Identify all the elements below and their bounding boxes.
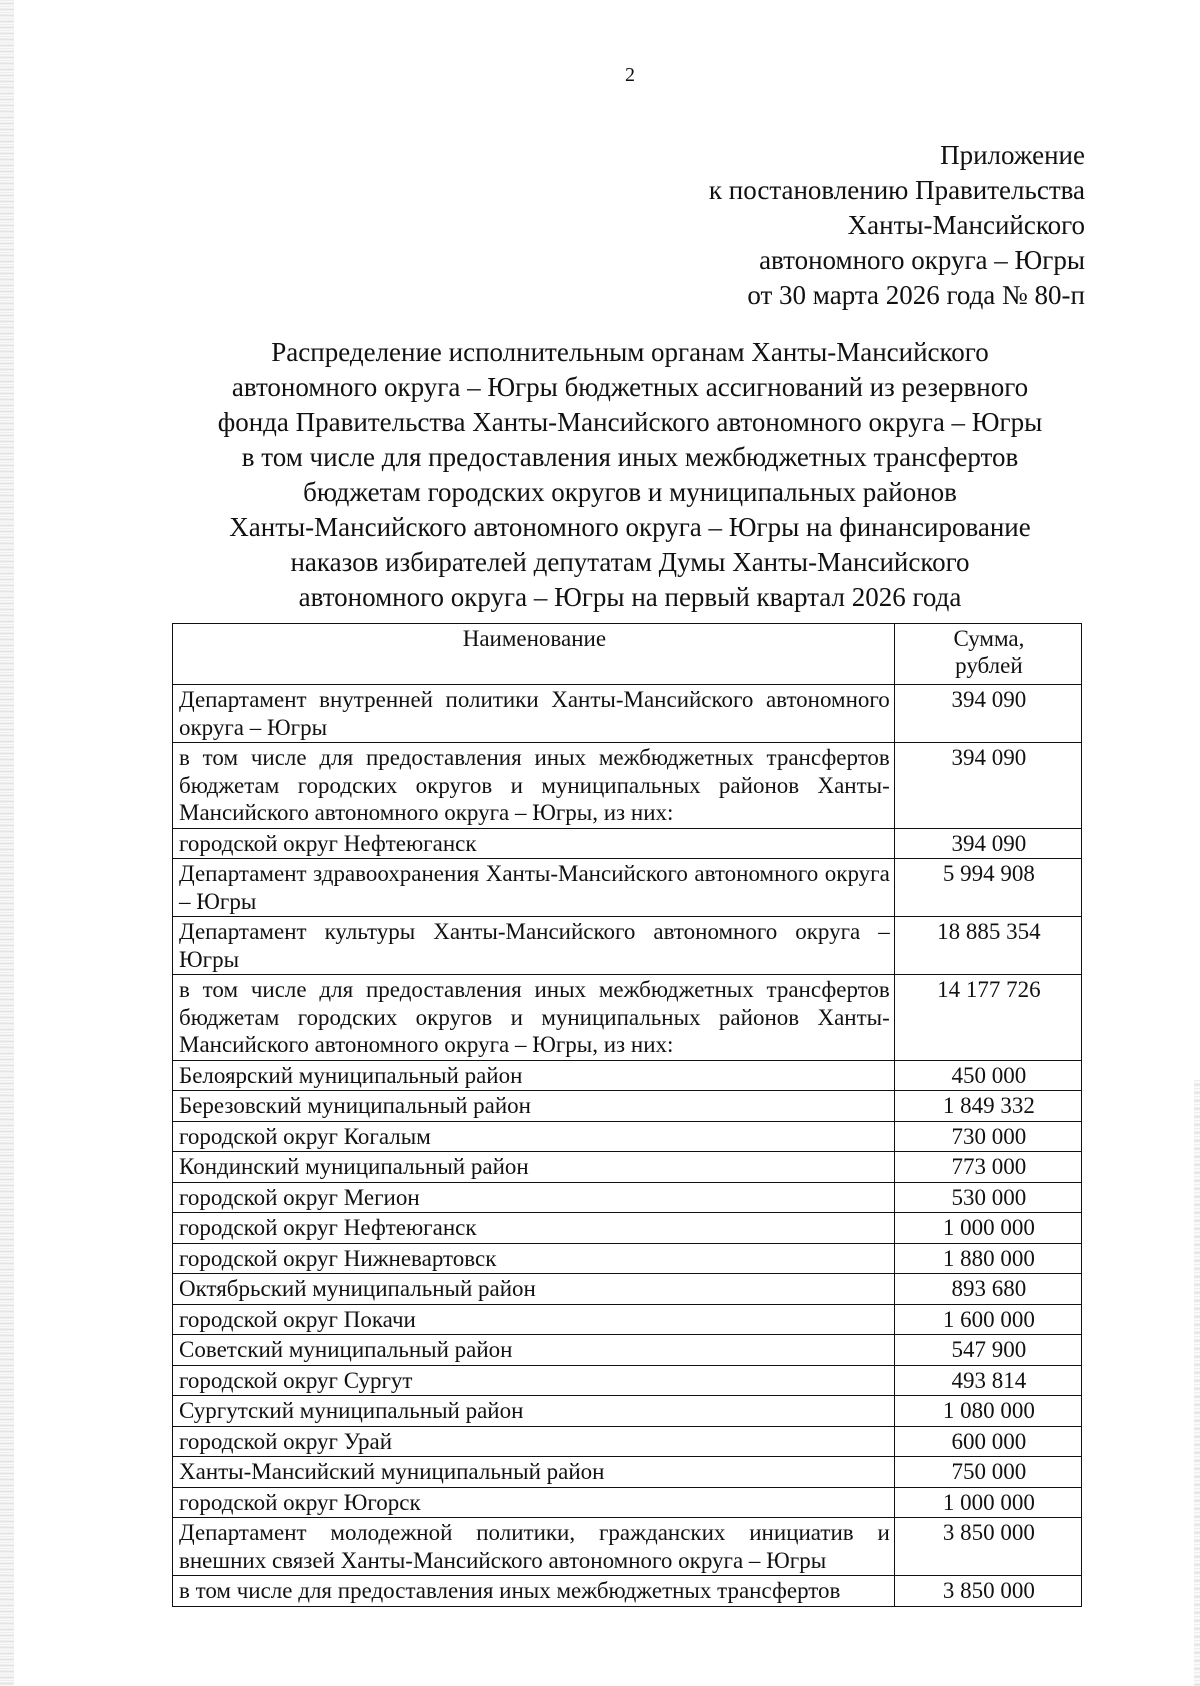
table-row <box>173 1243 1082 1274</box>
row-sum: 1 000 000 <box>894 1487 1081 1518</box>
row-sum: 3 850 000 <box>894 1518 1081 1576</box>
document-title <box>190 335 1070 615</box>
scan-edge-artifact <box>0 0 14 1686</box>
table-row <box>173 828 1082 859</box>
row-name: городской округ Покачи <box>173 1304 895 1335</box>
scan-edge-artifact <box>1194 1080 1200 1686</box>
row-sum: 547 900 <box>894 1335 1081 1366</box>
table-row <box>173 1304 1082 1335</box>
row-sum: 1 000 000 <box>894 1213 1081 1244</box>
table-row <box>173 743 1082 829</box>
table-row <box>173 975 1082 1061</box>
row-name: городской округ Сургут <box>173 1365 895 1396</box>
row-sum: 730 000 <box>894 1121 1081 1152</box>
row-name: городской округ Нижневартовск <box>173 1243 895 1274</box>
row-name: Октябрьский муниципальный район <box>173 1274 895 1305</box>
row-sum: 530 000 <box>894 1182 1081 1213</box>
row-name: Сургутский муниципальный район <box>173 1396 895 1427</box>
row-sum: 1 849 332 <box>894 1091 1081 1122</box>
appendix-header <box>709 138 1085 313</box>
table-row <box>173 1487 1082 1518</box>
table-row <box>173 859 1082 917</box>
row-sum: 1 600 000 <box>894 1304 1081 1335</box>
allocation-table <box>172 623 1082 1607</box>
row-name: Департамент внутренней политики Ханты-Мансийского автономного округа – Югры <box>173 685 895 743</box>
table-row <box>173 1274 1082 1305</box>
row-sum: 18 885 354 <box>894 917 1081 975</box>
row-sum: 3 850 000 <box>894 1576 1081 1607</box>
row-name: в том числе для предоставления иных межбюджетных трансфертов бюджетам городских округов и муниципальных районов Ханты-Мансийского автономного округа – Югры, из них: <box>173 743 895 829</box>
header-sum-line: рублей <box>955 653 1023 678</box>
row-name: городской округ Нефтеюганск <box>173 1213 895 1244</box>
header-sum-line: Сумма, <box>953 626 1025 651</box>
appendix-line: к постановлению Правительства <box>708 175 1085 205</box>
table-row <box>173 685 1082 743</box>
title-line: Ханты-Мансийского автономного округа – Югры на финансирование <box>229 512 1031 542</box>
row-sum: 1 880 000 <box>894 1243 1081 1274</box>
table-row <box>173 1335 1082 1366</box>
appendix-line: автономного округа – Югры <box>759 245 1085 275</box>
table-row <box>173 1213 1082 1244</box>
row-name: городской округ Нефтеюганск <box>173 828 895 859</box>
row-sum: 394 090 <box>894 743 1081 829</box>
appendix-line: от 30 марта 2026 года № 80-п <box>747 280 1085 310</box>
row-name: Кондинский муниципальный район <box>173 1152 895 1183</box>
page-number: 2 <box>625 64 635 86</box>
row-sum: 493 814 <box>894 1365 1081 1396</box>
row-name: Департамент культуры Ханты-Мансийского автономного округа – Югры <box>173 917 895 975</box>
row-name: городской округ Мегион <box>173 1182 895 1213</box>
row-name: Белоярский муниципальный район <box>173 1060 895 1091</box>
table-row <box>173 1365 1082 1396</box>
row-name: городской округ Когалым <box>173 1121 895 1152</box>
title-line: Распределение исполнительным органам Ханты-Мансийского <box>271 337 989 367</box>
header-sum <box>894 624 1081 685</box>
row-name: городской округ Урай <box>173 1426 895 1457</box>
row-sum: 394 090 <box>894 828 1081 859</box>
row-sum: 5 994 908 <box>894 859 1081 917</box>
title-line: фонда Правительства Ханты-Мансийского автономного округа – Югры <box>217 407 1043 437</box>
header-name: Наименование <box>173 624 895 685</box>
table-header-row <box>173 624 1082 685</box>
table-row <box>173 1576 1082 1607</box>
table-row <box>173 1060 1082 1091</box>
row-sum: 450 000 <box>894 1060 1081 1091</box>
table-row <box>173 1518 1082 1576</box>
table-row <box>173 1121 1082 1152</box>
row-name: Березовский муниципальный район <box>173 1091 895 1122</box>
row-sum: 893 680 <box>894 1274 1081 1305</box>
row-name: в том числе для предоставления иных межбюджетных трансфертов бюджетам городских округов и муниципальных районов Ханты-Мансийского автономного округа – Югры, из них: <box>173 975 895 1061</box>
row-sum: 14 177 726 <box>894 975 1081 1061</box>
appendix-line: Ханты-Мансийского <box>847 210 1085 240</box>
row-sum: 773 000 <box>894 1152 1081 1183</box>
table-row <box>173 1091 1082 1122</box>
appendix-line: Приложение <box>940 140 1085 170</box>
table-row <box>173 1152 1082 1183</box>
row-name: Советский муниципальный район <box>173 1335 895 1366</box>
table-row <box>173 917 1082 975</box>
row-sum: 1 080 000 <box>894 1396 1081 1427</box>
row-name: Ханты-Мансийский муниципальный район <box>173 1457 895 1488</box>
table-row <box>173 1182 1082 1213</box>
title-line: бюджетам городских округов и муниципальных районов <box>303 477 957 507</box>
title-line: автономного округа – Югры на первый квартал 2026 года <box>298 582 962 612</box>
table-row <box>173 1457 1082 1488</box>
row-name: Департамент молодежной политики, гражданских инициатив и внешних связей Ханты-Мансийского автономного округа – Югры <box>173 1518 895 1576</box>
row-name: Департамент здравоохранения Ханты-Мансийского автономного округа – Югры <box>173 859 895 917</box>
row-sum: 600 000 <box>894 1426 1081 1457</box>
title-line: в том числе для предоставления иных межбюджетных трансфертов <box>241 442 1019 472</box>
title-line: автономного округа – Югры бюджетных ассигнований из резервного <box>231 372 1029 402</box>
row-sum: 394 090 <box>894 685 1081 743</box>
title-line: наказов избирателей депутатам Думы Ханты-Мансийского <box>290 547 970 577</box>
row-name: в том числе для предоставления иных межбюджетных трансфертов <box>173 1576 895 1607</box>
row-name: городской округ Югорск <box>173 1487 895 1518</box>
table-row <box>173 1426 1082 1457</box>
row-sum: 750 000 <box>894 1457 1081 1488</box>
table-row <box>173 1396 1082 1427</box>
